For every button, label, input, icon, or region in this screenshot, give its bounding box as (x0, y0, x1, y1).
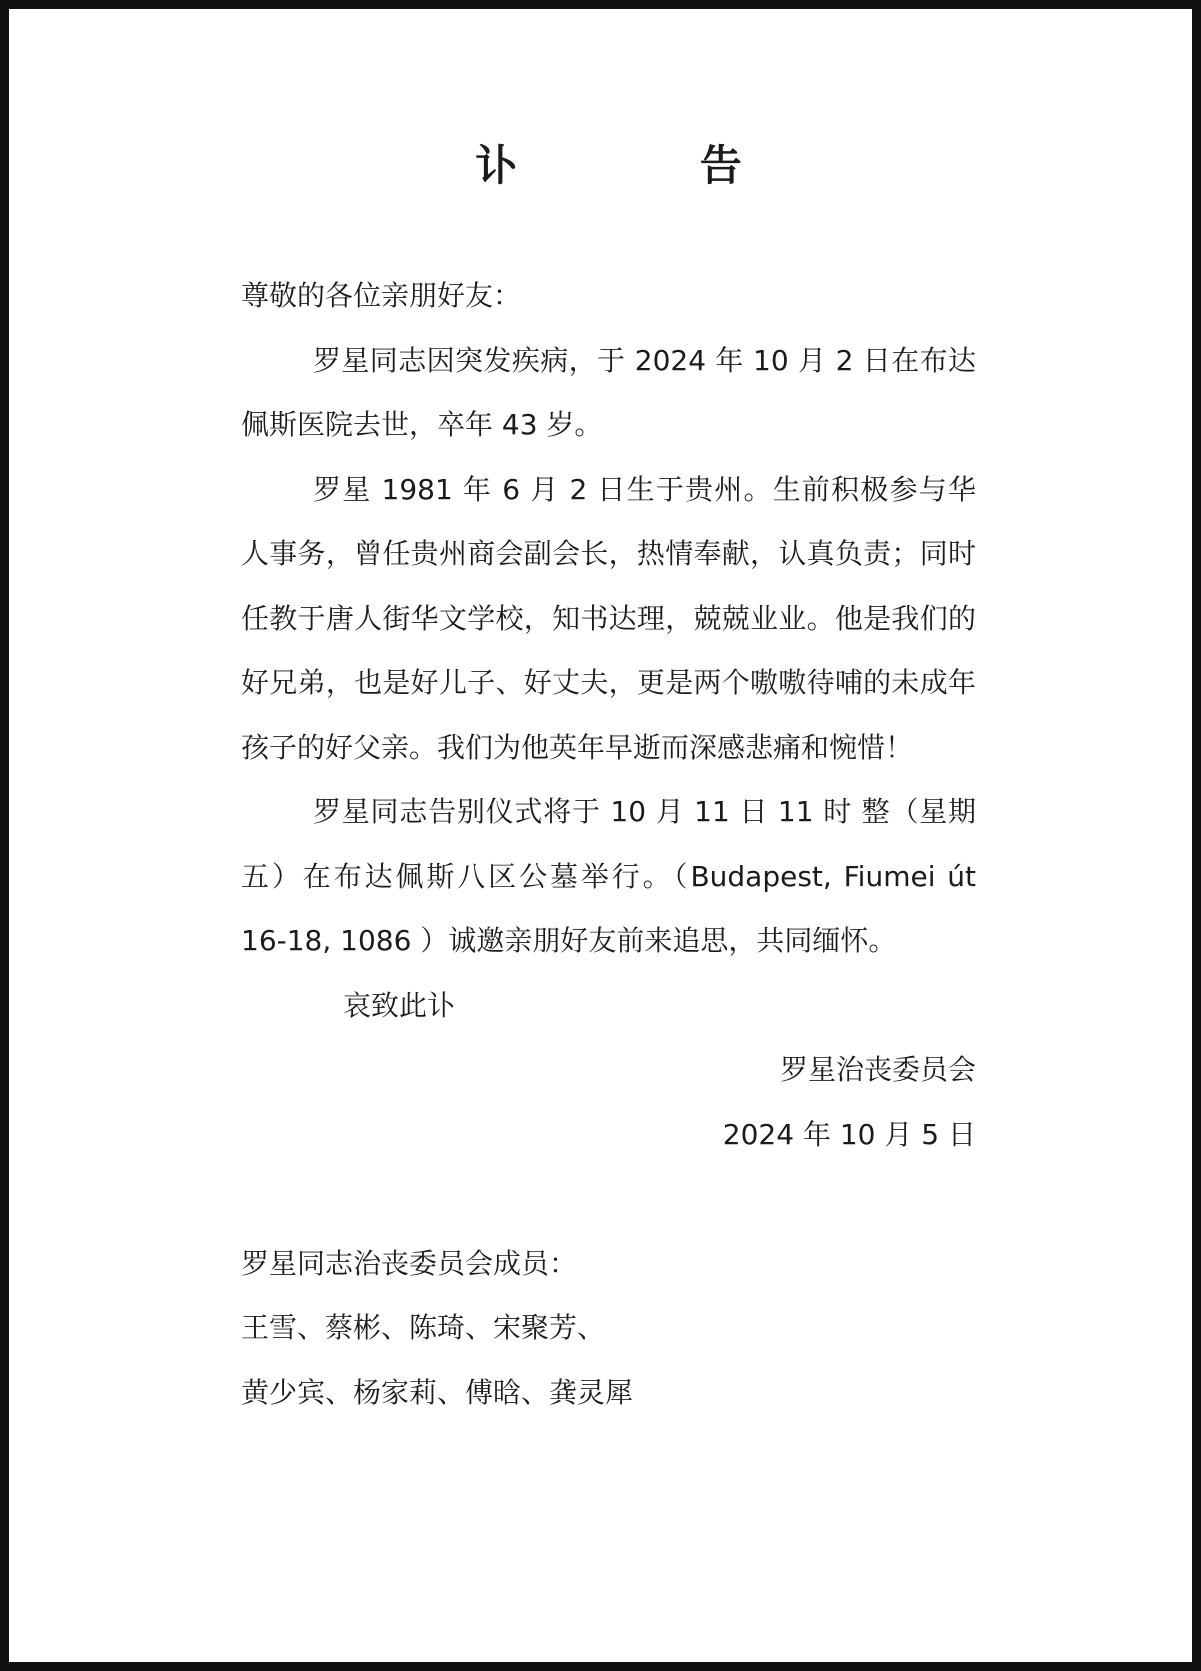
signature: 罗星治丧委员会 (779, 1053, 976, 1086)
biography-paragraph: 罗星 1981 年 6 月 2 日生于贵州。生前积极参与华人事务，曾任贵州商会副会长，热情奉献，认真负责；同时任教于唐人街华文学校，知书达理，兢兢业业。他是我们的好兄弟，也是好儿子、好丈夫，更是两个嗷嗷待哺的未成年孩子的好父亲。我们为他英年早逝而深感悲痛和惋惜！ (241, 472, 976, 764)
salutation: 尊敬的各位亲朋好友： (241, 279, 522, 312)
death-announcement: 罗星同志因突发疾病，于 2024 年 10 月 2 日在布达佩斯医院去世，卒年 43 岁。 (241, 343, 976, 441)
funeral-details: 罗星同志告别仪式将于 10 月 11 日 11 时 整（星期五）在布达佩斯八区公墓举行。（Budapest, Fiumei út 16-18, 1086 ）诚邀亲朋好友前来追思，共同缅怀。 (241, 795, 976, 957)
committee-members-line: 王雪、蔡彬、陈琦、宋聚芳、 (241, 1311, 606, 1344)
section-spacer (241, 1167, 976, 1232)
closing-line: 哀致此讣 (343, 988, 456, 1022)
committee-members-line: 黄少宾、杨家莉、傅晗、龚灵犀 (241, 1375, 634, 1409)
committee-heading: 罗星同志治丧委员会成员： (241, 1246, 578, 1280)
obituary-body (241, 264, 976, 1425)
document-date: 2024 年 10 月 5 日 (722, 1117, 976, 1151)
document-title: 讣 告 (475, 141, 826, 190)
